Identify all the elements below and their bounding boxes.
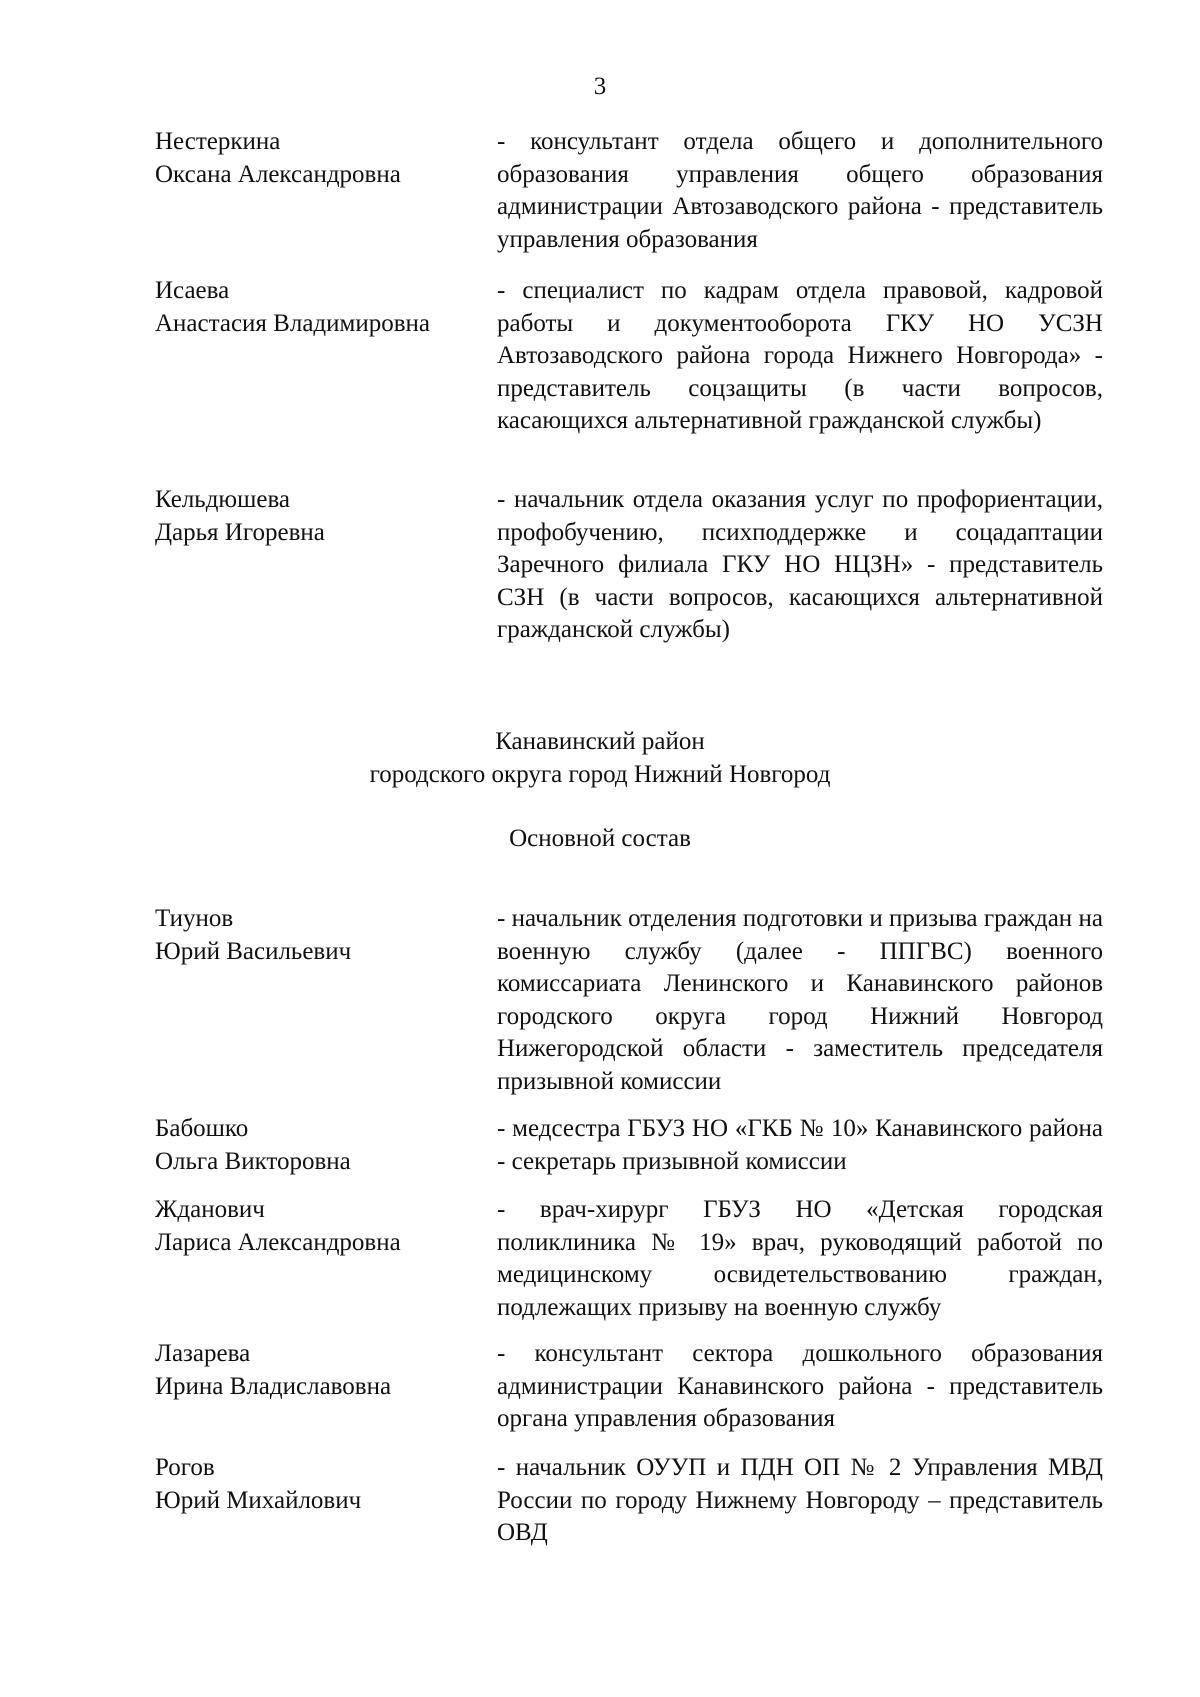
member-role: - начальник ОУУП и ПДН ОП № 2 Управления МВД России по городу Нижнему Новгороду – представитель ОВД [497,1454,1103,1546]
member-role: - врач-хирург ГБУЗ НО «Детская городская поликлиника № 19» врач, руководящий работой по медицинскому освидетельствованию граждан, подлежащих призыву на военную службу [497,1196,1103,1321]
member-surname: Кельдюшева [155,486,291,513]
member-surname: Рогов [155,1454,215,1481]
member-name [155,903,485,968]
composition-heading: Основной состав [509,825,691,852]
member-role: - начальник отдела оказания услуг по профориентации, профобучению, психподдержке и соцадаптации Заречного филиала ГКУ НО НЦЗН» - представитель СЗН (в части вопросов, касающихся альтернативной гражданской службы) [497,486,1103,643]
member-role: - начальник отделения подготовки и призыва граждан на военную службу (далее - ППГВС) военного комиссариата Ленинского и Канавинского районов городского округа город Нижний Новгород Нижегородской области - заместитель председателя призывной комиссии [497,905,1103,1095]
member-role: - консультант отдела общего и дополнительного образования управления общего образования администрации Автозаводского района - представитель управления образования [497,128,1103,253]
member-role: - специалист по кадрам отдела правовой, кадровой работы и документооборота ГКУ НО УСЗН Автозаводского района города Нижнего Новгорода» - представитель соцзащиты (в части вопросов, касающихся альтернативной гражданской службы) [497,277,1103,434]
member-given-names: Лариса Александровна [155,1228,401,1256]
member-given-names: Анастасия Владимировна [155,309,430,337]
member-name [155,1194,485,1259]
member-name [155,1338,485,1403]
member-surname: Тиунов [155,905,234,932]
member-surname: Исаева [155,277,230,304]
district-heading [0,726,1200,791]
member-given-names: Юрий Михайлович [155,1486,362,1514]
district-heading-line-2: городского округа город Нижний Новгород [369,760,831,788]
member-name [155,126,485,191]
member-role: - медсестра ГБУЗ НО «ГКБ № 10» Канавинского района - секретарь призывной комиссии [497,1115,1103,1175]
member-name [155,1113,485,1178]
member-surname: Нестеркина [155,128,281,155]
member-name [155,1452,485,1517]
member-name [155,275,485,340]
member-name [155,484,485,549]
member-given-names: Ирина Владиславовна [155,1372,392,1400]
member-given-names: Юрий Васильевич [155,937,352,965]
member-given-names: Дарья Игоревна [155,518,325,546]
district-heading-line-1: Канавинский район [495,728,705,755]
page-number: 3 [593,73,607,100]
member-surname: Лазарева [155,1340,251,1367]
member-surname: Бабошко [155,1115,249,1142]
member-surname: Жданович [155,1196,265,1223]
member-given-names: Оксана Александровна [155,160,401,188]
member-role: - консультант сектора дошкольного образования администрации Канавинского района - представитель органа управления образования [497,1340,1103,1432]
member-given-names: Ольга Викторовна [155,1147,351,1175]
